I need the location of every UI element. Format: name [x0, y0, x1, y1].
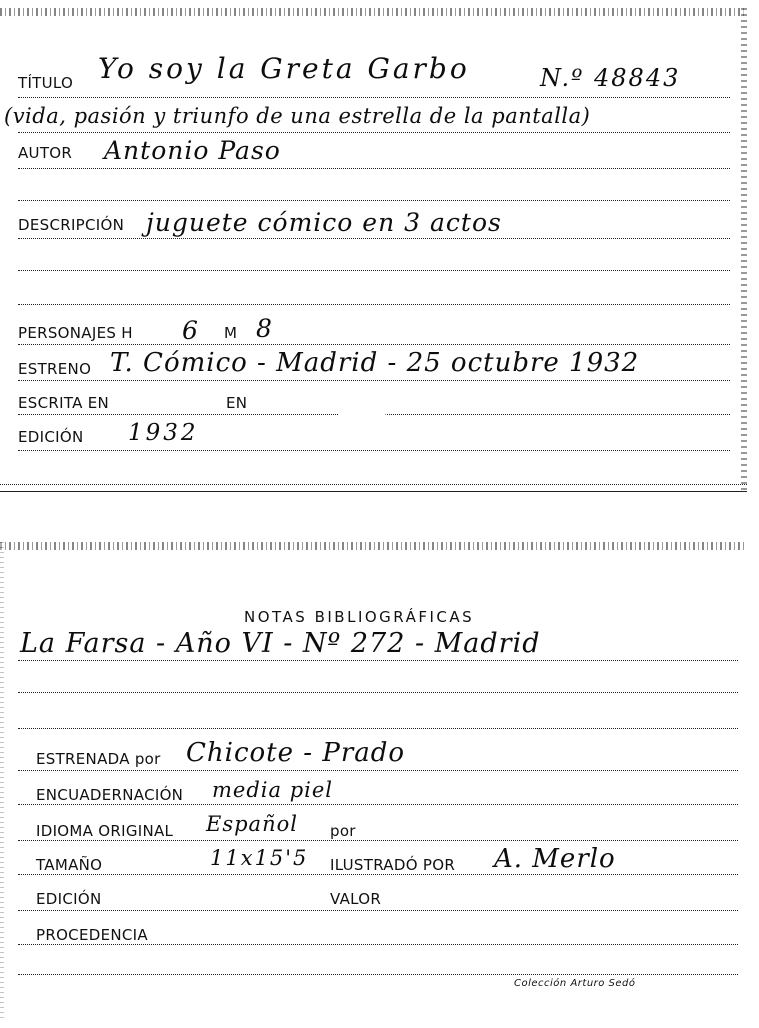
autor-line	[18, 168, 730, 169]
descripcion-line	[18, 238, 730, 239]
autor-label: AUTOR	[18, 144, 73, 162]
edicion-label-back: EDICIÓN	[36, 890, 102, 908]
blank-line-2	[18, 270, 730, 271]
notas-line-3	[18, 728, 738, 729]
bottom-line	[0, 484, 747, 485]
escrita-en-label: ESCRITA EN	[18, 394, 110, 412]
edicion-value: 1932	[128, 420, 199, 446]
encuadernacion-line	[18, 804, 738, 805]
blank-line-1	[18, 200, 730, 201]
edicion-line	[18, 450, 730, 451]
personajes-h-value: 6	[182, 316, 199, 345]
card-right-edge	[741, 8, 747, 490]
notas-line-2	[18, 692, 738, 693]
subtitulo-value: (vida, pasión y triunfo de una estrella de la pantalla)	[4, 104, 591, 128]
subtitulo-line	[18, 132, 730, 133]
collection-credit: Colección Arturo Sedó	[514, 978, 636, 989]
en-label: EN	[226, 394, 248, 412]
estrenada-label: ESTRENADA por	[36, 750, 161, 768]
tamano-value: 11x15'5	[210, 846, 309, 870]
personajes-h-label: PERSONAJES H	[18, 324, 133, 342]
autor-value: Antonio Paso	[104, 136, 281, 165]
numero-value: N.º 48843	[540, 64, 681, 92]
card-left-edge-back	[0, 542, 4, 1020]
descripcion-value: juguete cómico en 3 actos	[146, 208, 502, 237]
personajes-line	[18, 344, 730, 345]
encuadernacion-value: media piel	[212, 778, 333, 802]
idioma-label: IDIOMA ORIGINAL	[36, 822, 174, 840]
edicion-line-back	[18, 910, 738, 911]
estreno-line	[18, 380, 730, 381]
card-top-edge-back	[0, 542, 747, 550]
notas-title: NOTAS BIBLIOGRÁFICAS	[244, 608, 475, 626]
tamano-line	[18, 874, 738, 875]
titulo-label: TÍTULO	[18, 74, 74, 92]
card-separator	[0, 491, 747, 492]
catalog-card-back	[0, 542, 747, 1020]
blank-line-back	[18, 974, 738, 975]
por-label: por	[330, 822, 356, 840]
catalog-card-front	[0, 8, 747, 490]
estrenada-value: Chicote - Prado	[186, 738, 406, 768]
idioma-value: Español	[206, 812, 298, 836]
encuadernacion-label: ENCUADERNACIÓN	[36, 786, 184, 804]
notas-line-1	[18, 660, 738, 661]
personajes-m-value: 8	[256, 314, 273, 343]
personajes-m-label: M	[224, 324, 238, 342]
procedencia-line	[18, 944, 738, 945]
estrenada-line	[18, 770, 738, 771]
notas-value: La Farsa - Año VI - Nº 272 - Madrid	[20, 628, 541, 659]
estreno-label: ESTRENO	[18, 360, 92, 378]
titulo-line	[18, 97, 730, 98]
estreno-value: T. Cómico - Madrid - 25 octubre 1932	[110, 348, 640, 378]
titulo-value: Yo soy la Greta Garbo	[98, 52, 470, 85]
descripcion-label: DESCRIPCIÓN	[18, 216, 125, 234]
blank-line-3	[18, 304, 730, 305]
tamano-label: TAMAÑO	[36, 856, 103, 874]
edicion-label: EDICIÓN	[18, 428, 84, 446]
smudge	[338, 392, 386, 448]
valor-label: VALOR	[330, 890, 382, 908]
card-top-edge	[0, 8, 747, 16]
ilustrado-value: A. Merlo	[494, 844, 616, 874]
idioma-line	[18, 840, 738, 841]
ilustrado-label: ILUSTRADÓ POR	[330, 856, 456, 874]
procedencia-label: PROCEDENCIA	[36, 926, 148, 944]
